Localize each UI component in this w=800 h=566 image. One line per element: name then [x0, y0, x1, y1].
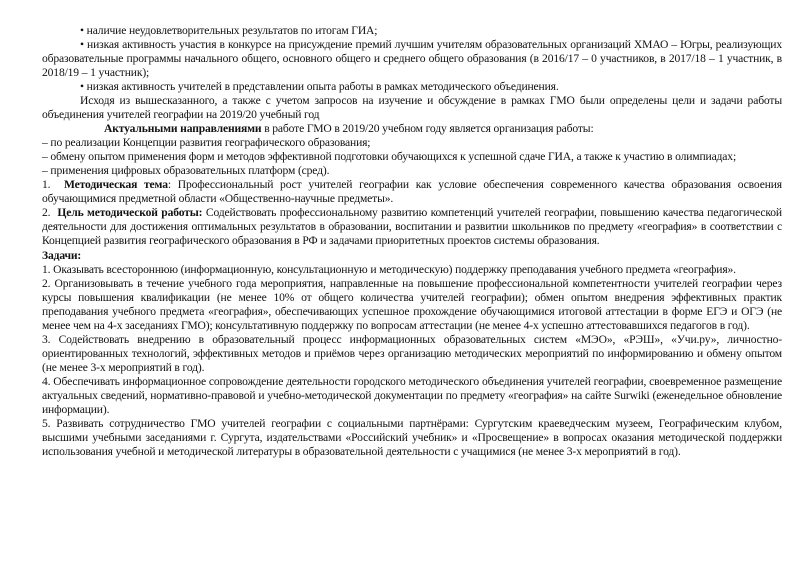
methodical-theme — [42, 178, 782, 206]
task-item: 3. Содействовать внедрению в образовательный процесс информационных образовательных систем «МЭО», «РЭШ», «Учи.ру», личностно-ориентированных технологий, эффективных методов и приёмов через организацию методических мероприятий по информированию и обмену опытом (не менее 3-х мероприятий в год). — [42, 332, 782, 374]
direction-item: – обмену опытом применения форм и методов эффективной подготовки обучающихся к успешной сдаче ГИА, а также к участию в олимпиадах; — [42, 150, 737, 164]
direction-item: – по реализации Концепции развития географического образования; — [42, 136, 371, 150]
tasks-heading — [42, 249, 782, 263]
directions-bold: Актуальными направлениями — [104, 122, 262, 136]
task-item: 4. Обеспечивать информационное сопровождение деятельности городского методического объединения учителей географии, своевременное размещение актуальных сведений, нормативно-правовой и учебно-методической документации по предмету «география» на сайте Surwiki (еженедельное обновление информации). — [42, 374, 782, 416]
theme-label: Методическая тема — [63, 178, 168, 192]
task-item: 1. Оказывать всестороннюю (информационную, консультационную и методическую) поддержку преподавания учебного предмета «география». — [42, 262, 736, 276]
problem-item: • наличие неудовлетворительных результатов по итогам ГИА; — [80, 24, 378, 37]
task-item: 2. Организовывать в течение учебного года мероприятия, направленные на повышение профессиональной компетентности учителей географии через курсы повышения квалификации (не менее 10% от общего количества учителей географии); обмен опытом внедрения эффективных практик преподавания учебного предмета «география», обеспечивающих успешное прохождение обучающимися итоговой аттестации в форме ЕГЭ и ОГЭ (не менее чем на 4-х заседаниях ГМО); консультативную поддержку по вопросам аттестации (не менее 4-х успешно аттестовавшихся педагогов в год). — [42, 276, 782, 332]
goal-text: Содействовать профессиональному развитию компетенций учителей географии, повышению качества педагогической деятельности для достижения оптимальных результатов в образовании, воспитании и развитии школьников по предмету «география» в соответствии с Концепцией развития географического образования в РФ и задачами приоритетных проектов системы образования. — [42, 206, 782, 248]
directions-intro — [42, 122, 782, 136]
theme-number: 1. — [42, 178, 64, 192]
document-page — [42, 24, 782, 459]
problem-item: • низкая активность учителей в представлении опыта работы в рамках методического объединения. — [80, 80, 559, 94]
problem-item: • низкая активность участия в конкурсе на присуждение премий лучшим учителям образовательных организаций ХМАО – Югры, реализующих образовательные программы начального общего, основного общего и среднего общего образования (в 2016/17 – 0 участников, в 2017/18 – 1 участник, в 2018/19 – 1 участник); — [42, 38, 782, 80]
goal-label: Цель методической работы: — [57, 206, 203, 220]
theme-text: : Профессиональный рост учителей географии как условие обеспечения современного качества образования освоения обучающимися предметной области «Общественно-научные предметы». — [42, 178, 782, 206]
direction-item: – применения цифровых образовательных платформ (сред). — [42, 164, 330, 178]
tasks-heading-text: Задачи: — [42, 248, 82, 262]
goal-number: 2. — [42, 206, 58, 220]
directions-text: в работе ГМО в 2019/20 учебном году является организация работы: — [261, 122, 594, 136]
methodical-goal — [42, 206, 782, 248]
task-item: 5. Развивать сотрудничество ГМО учителей географии с социальными партнёрами: Сургутским краеведческим музеем, Географическим клубом, высшими учебными заседаниями г. Сургута, издательствами «Российский учебник» и «Просвещение» в вопросах оказания методической поддержки использования учебной и методической литературы в образовательной деятельности с учащимися (не менее 3-х мероприятий в год). — [42, 416, 782, 458]
conclusion-paragraph: Исходя из вышесказанного, а также с учетом запросов на изучение и обсуждение в рамках ГМО были определены цели и задачи работы объединения учителей географии на 2019/20 учебный год — [42, 94, 782, 122]
